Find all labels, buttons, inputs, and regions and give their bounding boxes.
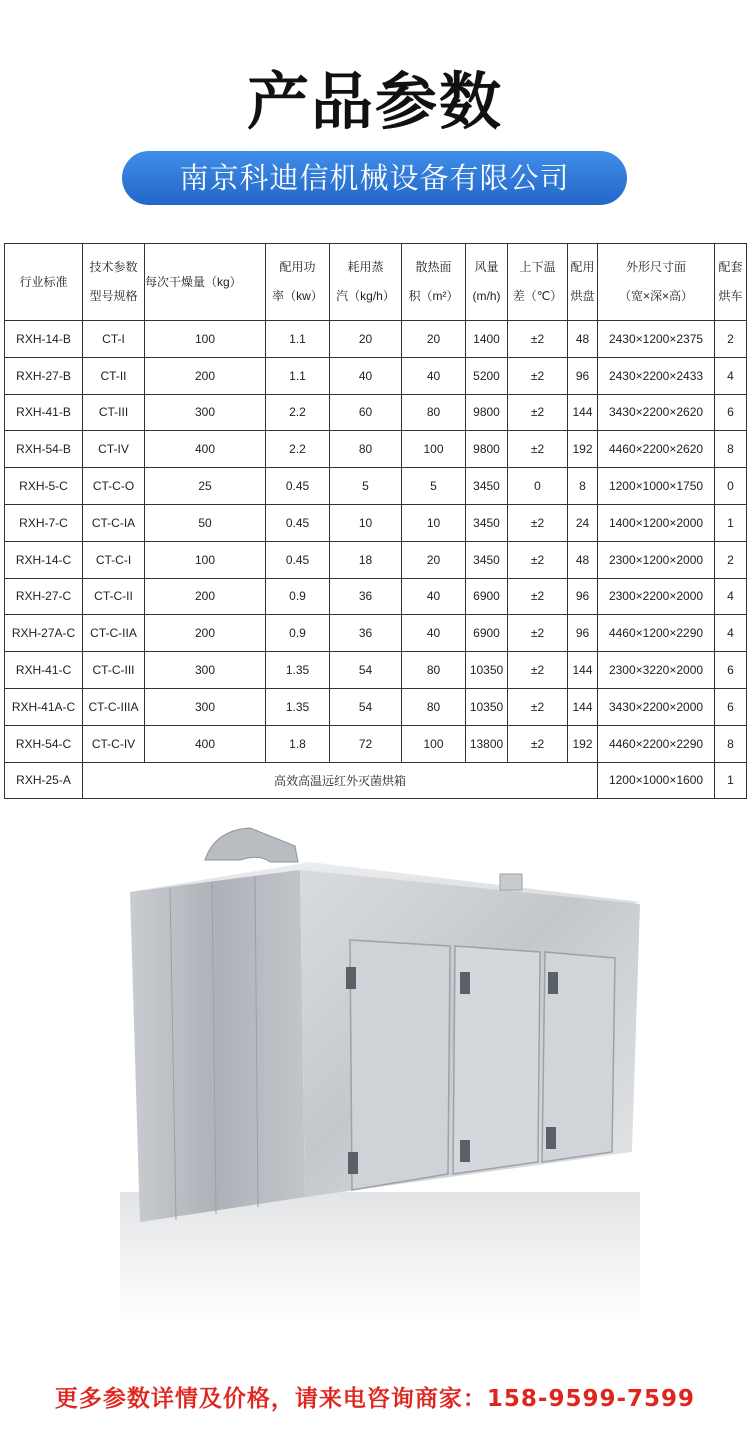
- table-row: [5, 321, 747, 358]
- cell-temp: ±2: [508, 578, 568, 615]
- cell-standard: RXH-5-C: [5, 468, 83, 505]
- cell-air: 3450: [466, 541, 508, 578]
- cell-capacity: 50: [145, 504, 266, 541]
- cell-steam: 54: [330, 652, 402, 689]
- table-row: [5, 578, 747, 615]
- cell-size: 2430×1200×2375: [598, 321, 715, 358]
- header-air: 风量 (m/h): [466, 244, 508, 321]
- cell-model: CT-III: [83, 394, 145, 431]
- header-steam: 耗用蒸 汽（kg/h）: [330, 244, 402, 321]
- header-temp: 上下温 差（℃）: [508, 244, 568, 321]
- cell-power: 0.45: [266, 541, 330, 578]
- cell-capacity: 25: [145, 468, 266, 505]
- cell-carts: 2: [715, 321, 747, 358]
- cell-temp: ±2: [508, 357, 568, 394]
- cell-trays: 144: [568, 394, 598, 431]
- cell-trays: 96: [568, 578, 598, 615]
- header-area: 散热面 积（m²）: [402, 244, 466, 321]
- cell-area: 40: [402, 357, 466, 394]
- cell-temp: ±2: [508, 725, 568, 762]
- cell-carts: 4: [715, 357, 747, 394]
- cell-trays: 24: [568, 504, 598, 541]
- cell-standard: RXH-27-B: [5, 357, 83, 394]
- cell-area: 80: [402, 652, 466, 689]
- handle-icon: [460, 972, 470, 994]
- cell-standard: RXH-54-C: [5, 725, 83, 762]
- cell-size: 1400×1200×2000: [598, 504, 715, 541]
- cell-carts: 8: [715, 725, 747, 762]
- cell-carts: 0: [715, 468, 747, 505]
- spec-table-header: [5, 244, 747, 321]
- cell-standard: RXH-14-C: [5, 541, 83, 578]
- cell-steam: 36: [330, 578, 402, 615]
- cell-carts: 1: [715, 504, 747, 541]
- table-row: [5, 431, 747, 468]
- page-title: 产品参数: [246, 65, 503, 138]
- cell-temp: ±2: [508, 688, 568, 725]
- cell-capacity: 100: [145, 541, 266, 578]
- cell-power: 2.2: [266, 394, 330, 431]
- cell-area: 10: [402, 504, 466, 541]
- cell-capacity: 400: [145, 431, 266, 468]
- cell-air: 1400: [466, 321, 508, 358]
- table-row: [5, 652, 747, 689]
- cell-air: 10350: [466, 652, 508, 689]
- cell-area: 20: [402, 321, 466, 358]
- cell-model: CT-I: [83, 321, 145, 358]
- cell-standard: RXH-25-A: [5, 762, 83, 799]
- cell-air: 5200: [466, 357, 508, 394]
- cell-capacity: 400: [145, 725, 266, 762]
- exhaust-vent: [500, 874, 522, 890]
- cell-temp: ±2: [508, 504, 568, 541]
- cell-air: 6900: [466, 578, 508, 615]
- table-row: [5, 615, 747, 652]
- header-standard: 行业标准: [5, 244, 83, 321]
- cell-capacity: 200: [145, 615, 266, 652]
- table-row-last: [5, 762, 747, 799]
- cell-power: 2.2: [266, 431, 330, 468]
- cell-carts: 4: [715, 578, 747, 615]
- cell-model: CT-II: [83, 357, 145, 394]
- cell-trays: 192: [568, 725, 598, 762]
- contact-line: 更多参数详情及价格，请来电咨询商家：158-9599-7599: [54, 1386, 696, 1412]
- cell-trays: 8: [568, 468, 598, 505]
- cell-size: 3430×2200×2000: [598, 688, 715, 725]
- cell-air: 10350: [466, 688, 508, 725]
- cell-model: CT-C-III: [83, 652, 145, 689]
- cell-carts: 1: [715, 762, 747, 799]
- cell-standard: RXH-14-B: [5, 321, 83, 358]
- cell-power: 0.45: [266, 468, 330, 505]
- cell-air: 6900: [466, 615, 508, 652]
- blower-fan-housing: [205, 828, 298, 862]
- cell-steam: 20: [330, 321, 402, 358]
- cell-temp: ±2: [508, 541, 568, 578]
- cell-trays: 192: [568, 431, 598, 468]
- cell-description: 高效高温远红外灭菌烘箱: [83, 762, 598, 799]
- cell-trays: 48: [568, 541, 598, 578]
- cell-steam: 60: [330, 394, 402, 431]
- cell-size: 2300×2200×2000: [598, 578, 715, 615]
- cell-temp: 0: [508, 468, 568, 505]
- cell-trays: 96: [568, 615, 598, 652]
- hinge-icon: [346, 967, 356, 989]
- cell-air: 3450: [466, 504, 508, 541]
- cell-steam: 18: [330, 541, 402, 578]
- cell-area: 20: [402, 541, 466, 578]
- handle-icon: [548, 972, 558, 994]
- cell-carts: 6: [715, 652, 747, 689]
- cell-model: CT-C-IA: [83, 504, 145, 541]
- cell-steam: 40: [330, 357, 402, 394]
- table-row: [5, 468, 747, 505]
- cell-air: 3450: [466, 468, 508, 505]
- cell-trays: 144: [568, 652, 598, 689]
- cell-model: CT-C-II: [83, 578, 145, 615]
- cell-power: 0.45: [266, 504, 330, 541]
- header-size: 外形尺寸面 （宽×深×高）: [598, 244, 715, 321]
- header-tech-params: 技术参数 型号规格: [83, 244, 145, 321]
- cell-area: 80: [402, 688, 466, 725]
- cell-standard: RXH-41A-C: [5, 688, 83, 725]
- cell-temp: ±2: [508, 615, 568, 652]
- cell-steam: 5: [330, 468, 402, 505]
- table-row: [5, 394, 747, 431]
- spec-table-body: [5, 321, 747, 799]
- cell-model: CT-C-IIIA: [83, 688, 145, 725]
- cell-trays: 48: [568, 321, 598, 358]
- cell-air: 9800: [466, 431, 508, 468]
- cell-standard: RXH-54-B: [5, 431, 83, 468]
- header-capacity: 每次干燥量（kg）: [145, 244, 266, 321]
- cell-model: CT-C-O: [83, 468, 145, 505]
- cell-model: CT-IV: [83, 431, 145, 468]
- cell-power: 0.9: [266, 578, 330, 615]
- cell-air: 9800: [466, 394, 508, 431]
- cell-carts: 8: [715, 431, 747, 468]
- cell-size: 4460×2200×2620: [598, 431, 715, 468]
- cell-power: 1.8: [266, 725, 330, 762]
- cell-carts: 6: [715, 688, 747, 725]
- cell-area: 5: [402, 468, 466, 505]
- cell-capacity: 300: [145, 652, 266, 689]
- cell-steam: 36: [330, 615, 402, 652]
- cell-steam: 72: [330, 725, 402, 762]
- cell-capacity: 300: [145, 394, 266, 431]
- cell-power: 1.35: [266, 652, 330, 689]
- table-row: [5, 357, 747, 394]
- hinge-icon: [348, 1152, 358, 1174]
- cell-steam: 10: [330, 504, 402, 541]
- cell-standard: RXH-27A-C: [5, 615, 83, 652]
- cell-steam: 80: [330, 431, 402, 468]
- table-row: [5, 725, 747, 762]
- cell-capacity: 300: [145, 688, 266, 725]
- cell-standard: RXH-41-C: [5, 652, 83, 689]
- cell-steam: 54: [330, 688, 402, 725]
- cell-size: 1200×1000×1600: [598, 762, 715, 799]
- table-row: [5, 688, 747, 725]
- cell-size: 3430×2200×2620: [598, 394, 715, 431]
- cell-capacity: 200: [145, 578, 266, 615]
- cell-size: 1200×1000×1750: [598, 468, 715, 505]
- cell-temp: ±2: [508, 394, 568, 431]
- cell-size: 2300×3220×2000: [598, 652, 715, 689]
- cell-area: 80: [402, 394, 466, 431]
- cell-model: CT-C-IV: [83, 725, 145, 762]
- cell-standard: RXH-27-C: [5, 578, 83, 615]
- cell-capacity: 100: [145, 321, 266, 358]
- cell-standard: RXH-7-C: [5, 504, 83, 541]
- cell-area: 40: [402, 578, 466, 615]
- cell-area: 40: [402, 615, 466, 652]
- cell-trays: 144: [568, 688, 598, 725]
- cell-power: 1.1: [266, 357, 330, 394]
- table-row: [5, 504, 747, 541]
- handle-icon: [546, 1127, 556, 1149]
- handle-icon: [460, 1140, 470, 1162]
- cell-area: 100: [402, 431, 466, 468]
- cell-temp: ±2: [508, 431, 568, 468]
- spec-table: [4, 243, 747, 799]
- header-power: 配用功 率（kw）: [266, 244, 330, 321]
- cell-power: 1.35: [266, 688, 330, 725]
- cell-size: 2430×2200×2433: [598, 357, 715, 394]
- oven-side-panel: [130, 870, 305, 1222]
- header-trays: 配用 烘盘: [568, 244, 598, 321]
- table-row: [5, 541, 747, 578]
- cell-size: 2300×1200×2000: [598, 541, 715, 578]
- product-photo: [120, 822, 640, 1322]
- cell-temp: ±2: [508, 652, 568, 689]
- cell-capacity: 200: [145, 357, 266, 394]
- company-banner: 南京科迪信机械设备有限公司: [122, 151, 627, 205]
- cell-temp: ±2: [508, 321, 568, 358]
- cell-model: CT-C-I: [83, 541, 145, 578]
- cell-trays: 96: [568, 357, 598, 394]
- cell-power: 0.9: [266, 615, 330, 652]
- oven-door-1: [350, 940, 450, 1190]
- cell-standard: RXH-41-B: [5, 394, 83, 431]
- header-carts: 配套 烘车: [715, 244, 747, 321]
- cell-area: 100: [402, 725, 466, 762]
- cell-carts: 6: [715, 394, 747, 431]
- cell-size: 4460×2200×2290: [598, 725, 715, 762]
- cell-power: 1.1: [266, 321, 330, 358]
- cell-size: 4460×1200×2290: [598, 615, 715, 652]
- cell-model: CT-C-IIA: [83, 615, 145, 652]
- cell-carts: 2: [715, 541, 747, 578]
- cell-air: 13800: [466, 725, 508, 762]
- cell-carts: 4: [715, 615, 747, 652]
